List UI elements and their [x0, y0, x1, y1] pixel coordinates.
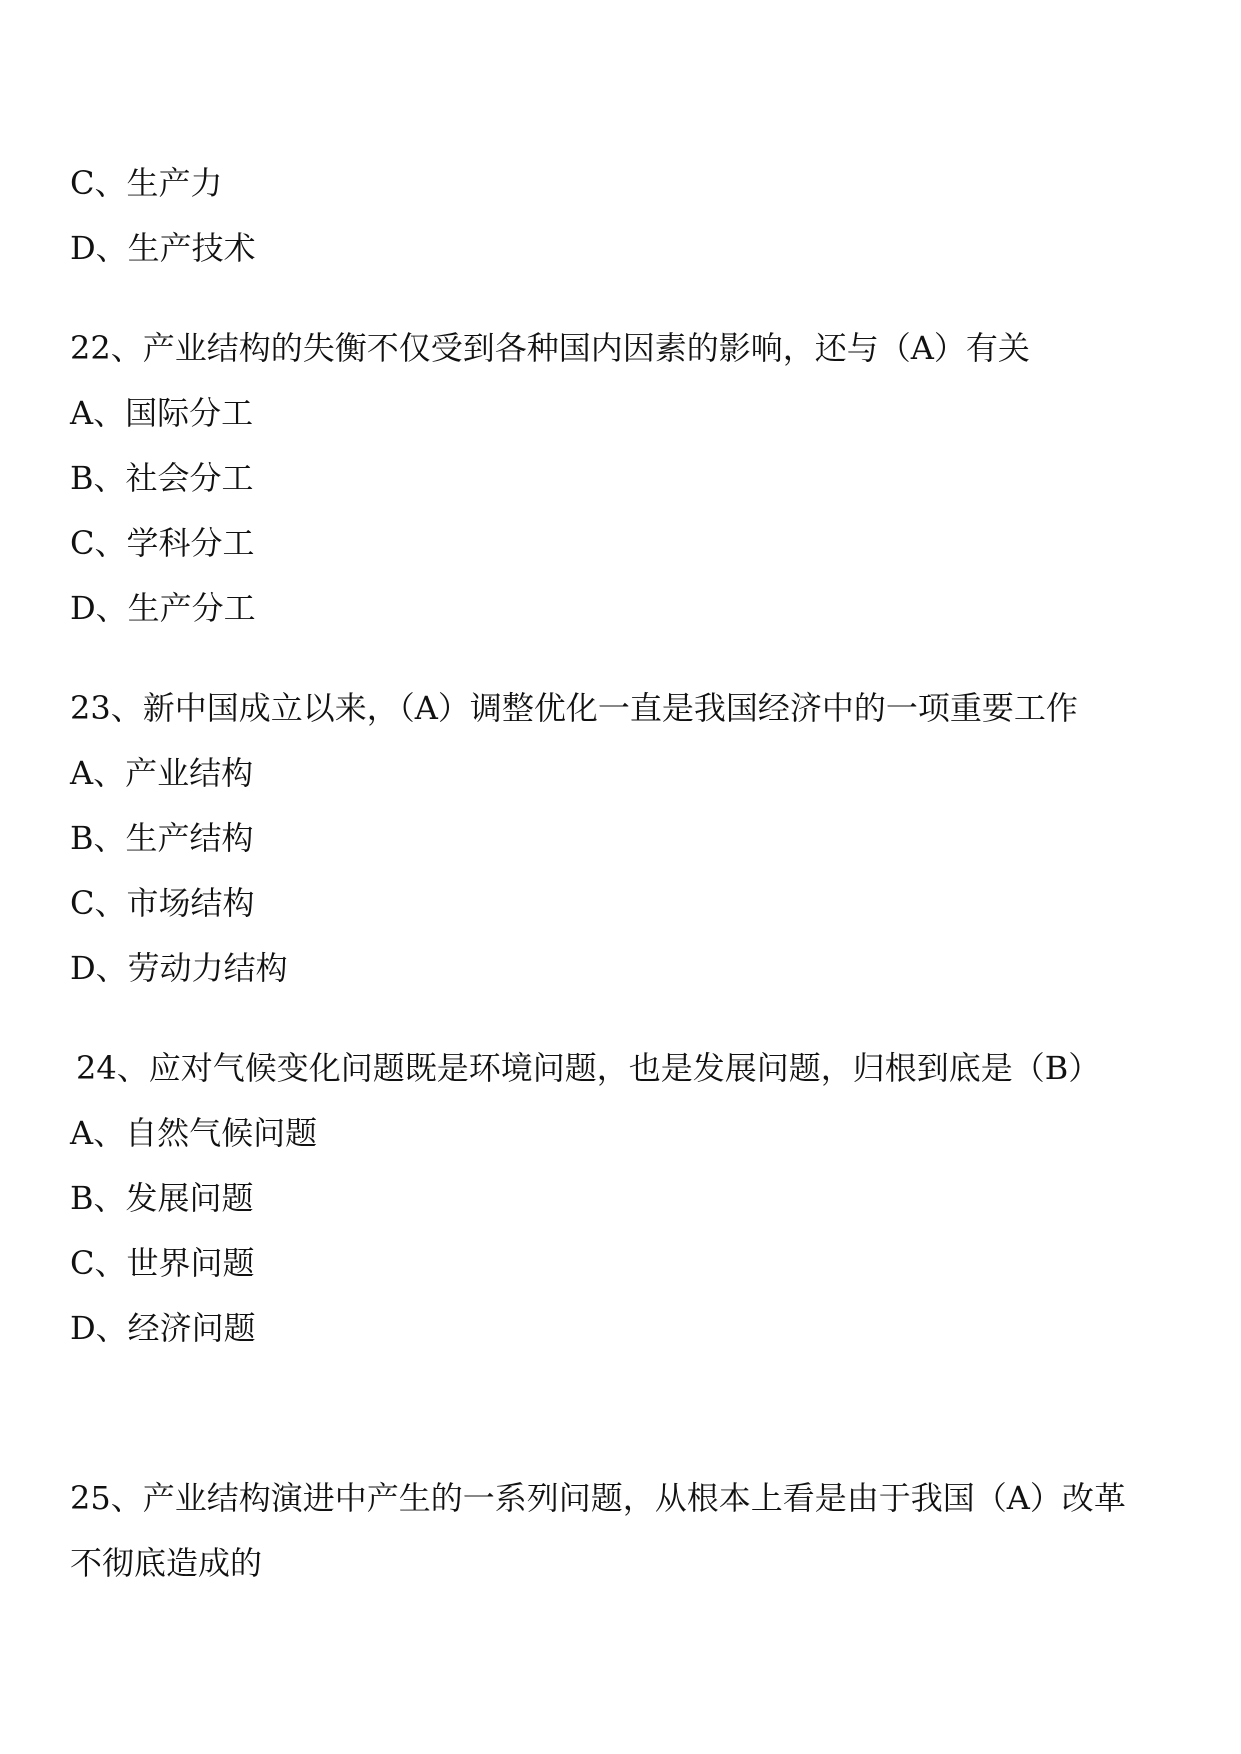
option-a-q22: A、国际分工	[70, 394, 254, 432]
option-d-q23: D、劳动力结构	[70, 949, 288, 987]
option-c-q21: C、生产力	[70, 164, 223, 202]
option-c-q24: C、世界问题	[70, 1244, 255, 1282]
question-25: 25、产业结构演进中产生的一系列问题，从根本上看是由于我国（A）改革	[70, 1479, 1126, 1517]
option-b-q24: B、发展问题	[70, 1179, 254, 1217]
option-d-q24: D、经济问题	[70, 1309, 256, 1347]
option-d-q22: D、生产分工	[70, 589, 256, 627]
option-b-q23: B、生产结构	[70, 819, 254, 857]
option-b-q22: B、社会分工	[70, 459, 254, 497]
question-24: 24、应对气候变化问题既是环境问题，也是发展问题，归根到底是（B）	[76, 1049, 1101, 1087]
option-c-q22: C、学科分工	[70, 524, 255, 562]
question-23: 23、新中国成立以来，（A）调整优化一直是我国经济中的一项重要工作	[70, 689, 1078, 727]
question-22: 22、产业结构的失衡不仅受到各种国内因素的影响，还与（A）有关	[70, 329, 1030, 367]
option-a-q24: A、自然气候问题	[70, 1114, 318, 1152]
option-a-q23: A、产业结构	[70, 754, 254, 792]
question-25-continuation: 不彻底造成的	[70, 1544, 263, 1582]
option-d-q21: D、生产技术	[70, 229, 256, 267]
option-c-q23: C、市场结构	[70, 884, 255, 922]
